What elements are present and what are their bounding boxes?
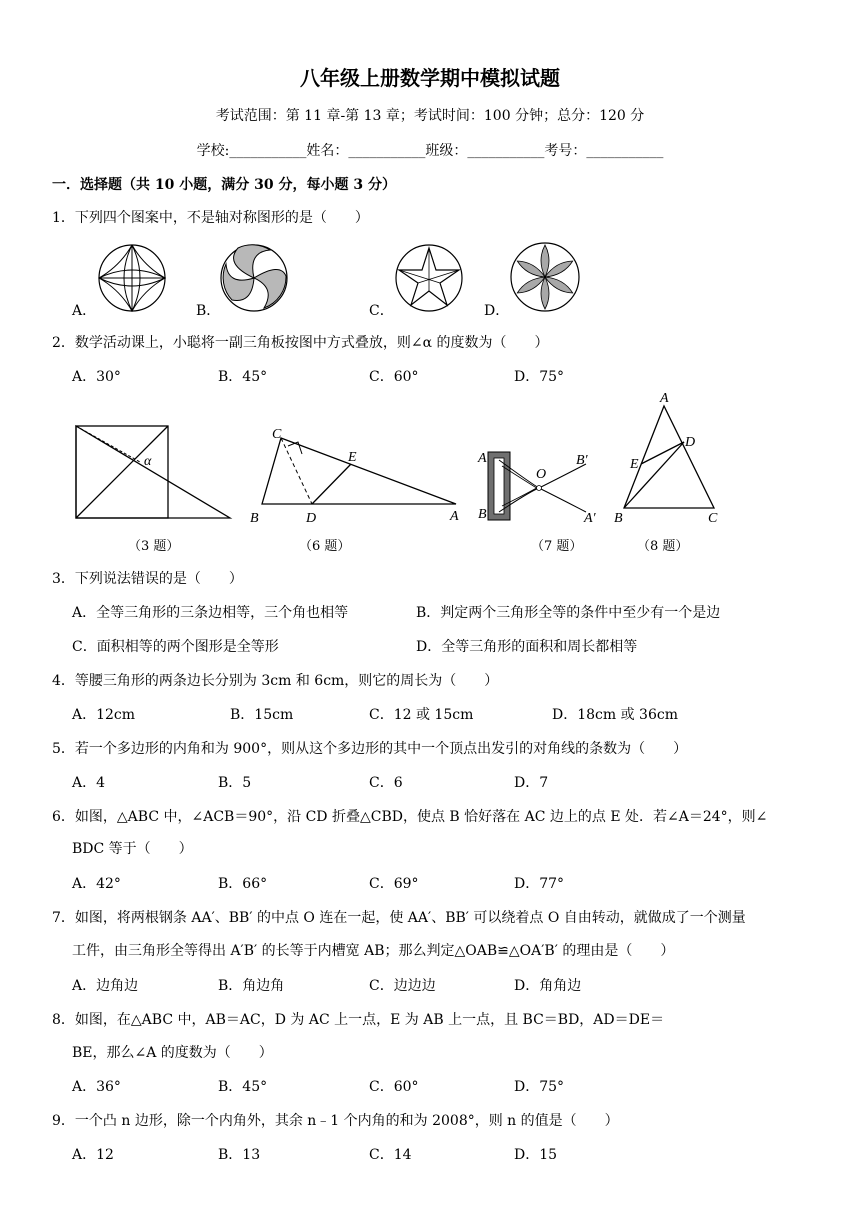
figure-7 bbox=[474, 446, 608, 530]
q8-option-a: A．36° bbox=[72, 1079, 121, 1095]
q5-option-d: D．7 bbox=[514, 775, 549, 791]
q4-option-c: C．12 或 15cm bbox=[369, 707, 474, 723]
q9-option-a: A．12 bbox=[72, 1147, 114, 1163]
student-info-line: 学校:___________姓名：___________班级：___________考号：___________ bbox=[196, 143, 664, 159]
question-9-stem: 9．一个凸 n 边形，除一个内角外，其余 n﹣1 个内角的和为 2008°，则 n 的值是（ ） bbox=[52, 1113, 619, 1129]
q5-option-b: B．5 bbox=[218, 775, 252, 791]
q1-option-c-label: C． bbox=[369, 303, 394, 319]
f7-label-a: A bbox=[478, 451, 487, 466]
q1-option-a-figure bbox=[96, 242, 168, 314]
q3-option-b: B．判定两个三角形全等的条件中至少有一个是边 bbox=[416, 605, 721, 621]
q8-option-d: D．75° bbox=[514, 1079, 565, 1095]
q7-option-b: B．角边角 bbox=[218, 978, 285, 994]
q2-option-c: C．60° bbox=[369, 369, 419, 385]
f8-label-e: E bbox=[630, 457, 639, 472]
q9-option-c: C．14 bbox=[369, 1147, 412, 1163]
q6-option-c: C．69° bbox=[369, 876, 419, 892]
q8-option-b: B．45° bbox=[218, 1079, 268, 1095]
caption-figure-7: （7 题） bbox=[531, 539, 583, 554]
f8-label-d: D bbox=[685, 435, 696, 450]
q9-option-b: B．13 bbox=[218, 1147, 261, 1163]
q2-option-b: B．45° bbox=[218, 369, 268, 385]
f7-label-b-prime: B′ bbox=[576, 453, 588, 468]
figure-6 bbox=[244, 426, 472, 528]
question-8-stem-line2: BE，那么∠A 的度数为（ ） bbox=[72, 1045, 273, 1061]
question-1-stem: 1．下列四个图案中，不是轴对称图形的是（ ） bbox=[52, 210, 369, 226]
f6-label-b: B bbox=[250, 511, 259, 526]
q2-option-d: D．75° bbox=[514, 369, 565, 385]
question-6-stem-line1: 6．如图，△ABC 中，∠ACB＝90°，沿 CD 折叠△CBD，使点 B 恰好落在 AC 边上的点 E 处．若∠A＝24°，则∠ bbox=[52, 809, 768, 825]
f7-label-b: B bbox=[478, 507, 487, 522]
q3-option-c: C．面积相等的两个图形是全等形 bbox=[72, 639, 279, 655]
page-title: 八年级上册数学期中模拟试题 bbox=[300, 66, 560, 90]
question-4-stem: 4．等腰三角形的两条边长分别为 3cm 和 6cm，则它的周长为（ ） bbox=[52, 673, 499, 689]
q3-option-a: A．全等三角形的三条边相等，三个角也相等 bbox=[72, 605, 349, 621]
q7-option-d: D．角角边 bbox=[514, 978, 582, 994]
figure-8 bbox=[610, 388, 720, 528]
q3-option-d: D．全等三角形的面积和周长都相等 bbox=[416, 639, 638, 655]
q8-option-c: C．60° bbox=[369, 1079, 419, 1095]
q1-option-b-label: B． bbox=[196, 303, 221, 319]
q1-option-c-figure bbox=[393, 242, 465, 314]
q9-option-d: D．15 bbox=[514, 1147, 558, 1163]
q6-option-a: A．42° bbox=[72, 876, 121, 892]
f8-label-a: A bbox=[660, 391, 669, 406]
figure-3 bbox=[70, 420, 235, 525]
q1-option-d-figure bbox=[508, 240, 582, 314]
caption-figure-6: （6 题） bbox=[299, 539, 351, 554]
question-2-stem: 2．数学活动课上，小聪将一副三角板按图中方式叠放，则∠α 的度数为（ ） bbox=[52, 335, 549, 351]
q5-option-a: A．4 bbox=[72, 775, 106, 791]
f6-label-d: D bbox=[306, 511, 317, 526]
q6-option-d: D．77° bbox=[514, 876, 565, 892]
q1-option-b-figure bbox=[218, 242, 290, 314]
f6-label-c: C bbox=[272, 427, 282, 442]
q7-option-a: A．边角边 bbox=[72, 978, 139, 994]
q4-option-d: D．18cm 或 36cm bbox=[552, 707, 678, 723]
section-heading: 一．选择题（共 10 小题，满分 30 分，每小题 3 分） bbox=[52, 177, 396, 193]
question-6-stem-line2: BDC 等于（ ） bbox=[72, 841, 193, 857]
f7-label-o: O bbox=[536, 467, 547, 482]
q5-option-c: C．6 bbox=[369, 775, 403, 791]
alpha-label: α bbox=[144, 454, 152, 469]
f6-label-a: A bbox=[450, 509, 459, 524]
f8-label-b: B bbox=[614, 511, 623, 526]
question-8-stem-line1: 8．如图，在△ABC 中，AB＝AC，D 为 AC 上一点，E 为 AB 上一点，且 BC＝BD，AD＝DE＝ bbox=[52, 1012, 665, 1028]
caption-figure-8: （8 题） bbox=[637, 539, 689, 554]
question-7-stem-line1: 7．如图，将两根钢条 AA′、BB′ 的中点 O 连在一起，使 AA′、BB′ 可以绕着点 O 自由转动，就做成了一个测量 bbox=[52, 910, 746, 926]
q1-option-a-label: A． bbox=[72, 303, 97, 319]
q2-option-a: A．30° bbox=[72, 369, 121, 385]
q4-option-a: A．12cm bbox=[72, 707, 136, 723]
question-3-stem: 3．下列说法错误的是（ ） bbox=[52, 571, 243, 587]
f6-label-e: E bbox=[348, 450, 357, 465]
q1-option-d-label: D． bbox=[484, 303, 510, 319]
q6-option-b: B．66° bbox=[218, 876, 268, 892]
caption-figure-3: （3 题） bbox=[128, 539, 180, 554]
question-5-stem: 5．若一个多边形的内角和为 900°，则从这个多边形的其中一个顶点出发引的对角线的条数为（ ） bbox=[52, 741, 688, 757]
q4-option-b: B．15cm bbox=[230, 707, 294, 723]
f7-label-a-prime: A′ bbox=[584, 511, 596, 526]
question-7-stem-line2: 工件，由三角形全等得出 A′B′ 的长等于内槽宽 AB；那么判定△OAB≌△OA′B′ 的理由是（ ） bbox=[72, 943, 675, 959]
q7-option-c: C．边边边 bbox=[369, 978, 436, 994]
f8-label-c: C bbox=[708, 511, 718, 526]
exam-scope: 考试范围：第 11 章-第 13 章；考试时间：100 分钟；总分：120 分 bbox=[215, 108, 645, 124]
